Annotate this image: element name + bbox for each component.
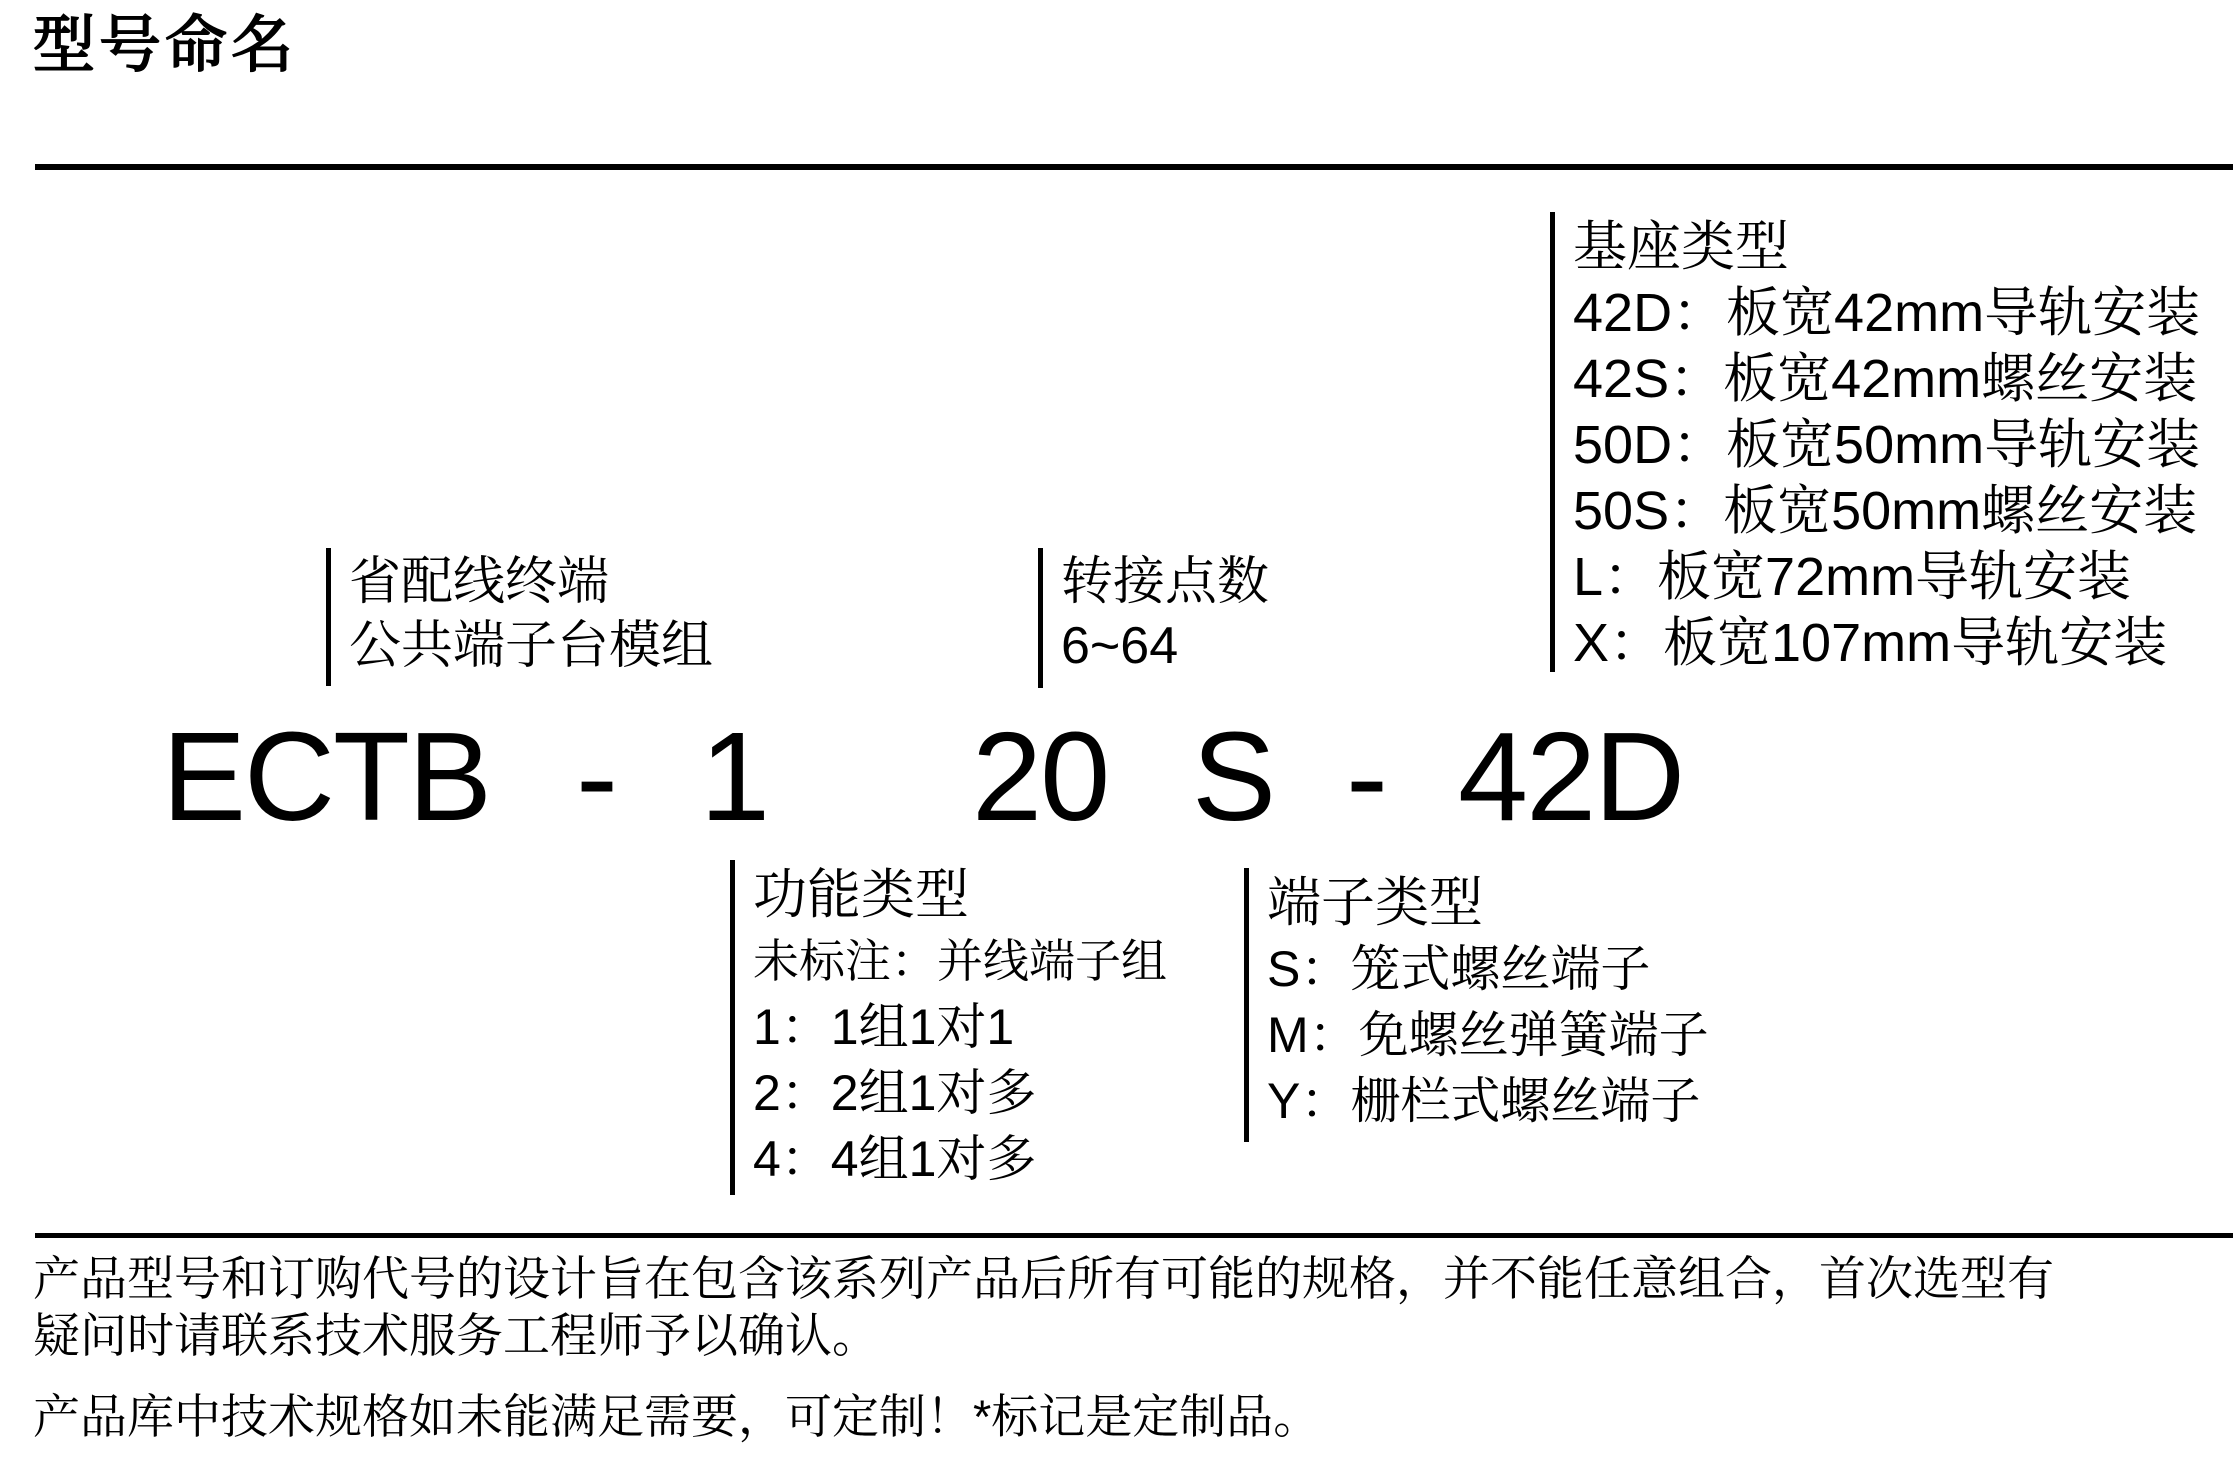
transfer-points-title: 转接点数 (1061, 553, 1270, 611)
terminal-type-option: S：笼式螺丝端子 (1267, 941, 1651, 997)
terminal-type-option: M：免螺丝弹簧端子 (1267, 1007, 1709, 1063)
transfer-points-range: 6~64 (1061, 617, 1179, 675)
model-code-prefix: ECTB (162, 706, 491, 847)
bottom-divider (35, 1233, 2233, 1238)
function-type-title: 功能类型 (753, 865, 969, 925)
base-type-option: 50D：板宽50mm导轨安装 (1573, 415, 2201, 475)
model-code-base: 42D (1458, 706, 1684, 847)
terminal-type-option: Y：栅栏式螺丝端子 (1267, 1073, 1701, 1129)
base-type-option: 50S：板宽50mm螺丝安装 (1573, 481, 2198, 541)
terminal-type-title: 端子类型 (1267, 873, 1483, 933)
footer-note-custom (33, 1388, 1320, 1445)
function-type-option: 2：2组1对多 (753, 1065, 1037, 1121)
model-code-hyphen: - (1346, 706, 1386, 847)
page-title: 型号命名 (33, 12, 298, 80)
callout-function-type (730, 860, 1167, 1195)
base-type-option: 42D：板宽42mm导轨安装 (1573, 283, 2201, 343)
series-name-line: 公共端子台模组 (349, 617, 714, 675)
top-divider (35, 164, 2233, 170)
footer-note-line: 产品型号和订购代号的设计旨在包含该系列产品后所有可能的规格，并不能任意组合，首次选型有 (33, 1252, 2054, 1305)
function-type-note: 未标注：并线端子组 (753, 935, 1167, 987)
callout-base-type (1550, 212, 2200, 672)
base-type-title: 基座类型 (1573, 217, 1789, 277)
function-type-option: 4：4组1对多 (753, 1131, 1037, 1187)
callout-transfer-points (1038, 548, 1269, 688)
footer-note-selection (33, 1250, 2054, 1364)
base-type-option: X：板宽107mm导轨安装 (1573, 613, 2168, 673)
model-code-function: 1 (700, 706, 769, 847)
base-type-option: 42S：板宽42mm螺丝安装 (1573, 349, 2198, 409)
model-code-terminal: S (1192, 706, 1275, 847)
footer-note-line: 疑问时请联系技术服务工程师予以确认。 (33, 1309, 879, 1362)
model-code-points: 20 (972, 706, 1109, 847)
function-type-option: 1：1组1对1 (753, 999, 1015, 1055)
base-type-option: L：板宽72mm导轨安装 (1573, 547, 2132, 607)
callout-series-name (326, 548, 713, 686)
footer-note-line: 产品库中技术规格如未能满足需要，可定制！*标记是定制品。 (33, 1390, 1321, 1443)
callout-terminal-type (1244, 868, 1709, 1142)
model-code-hyphen: - (576, 706, 616, 847)
series-name-line: 省配线终端 (349, 553, 610, 611)
